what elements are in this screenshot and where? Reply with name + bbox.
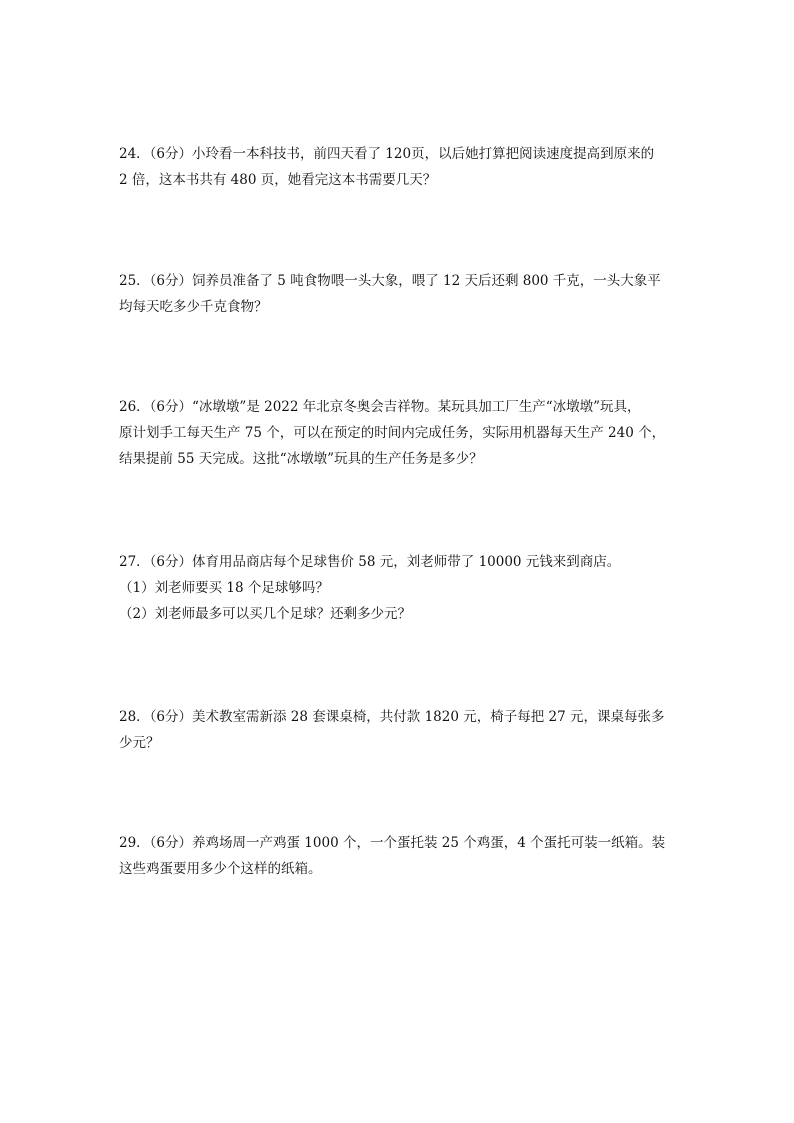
question-25-line-2: 均每天吃多少千克食物？ <box>119 299 268 315</box>
question-25-line-1: 25．（6分）饲养员准备了 5 吨食物喂一头大象，喂了 12 天后还剩 800 千克，一头大象平 <box>119 273 661 289</box>
question-27-subquestion-2: （2）刘老师最多可以买几个足球？还剩多少元？ <box>119 606 412 622</box>
question-28 <box>119 704 679 756</box>
question-24-line-2: 2 倍，这本书共有 480 页，她看完这本书需要几天？ <box>119 172 437 188</box>
question-26-line-1: 26．（6分）“冰墩墩”是 2022 年北京冬奥会吉祥物。某玩具加工厂生产“冰墩墩”玩具， <box>119 399 641 415</box>
question-27-subquestion-1: （1）刘老师要买 18 个足球够吗？ <box>119 580 329 596</box>
question-24 <box>119 141 679 193</box>
question-26-line-3: 结果提前 55 天完成。这批“冰墩墩”玩具的生产任务是多少？ <box>119 451 483 467</box>
question-25 <box>119 268 679 320</box>
question-27-line-1: 27．（6分）体育用品商店每个足球售价 58 元，刘老师带了 10000 元钱来到商店。 <box>119 554 621 570</box>
question-28-line-1: 28．（6分）美术教室需新添 28 套课桌椅，共付款 1820 元，椅子每把 27 元，课桌每张多 <box>119 709 665 725</box>
question-24-line-1: 24．（6分）小玲看一本科技书，前四天看了 120页，以后她打算把阅读速度提高到原来的 <box>119 146 655 162</box>
question-29-line-2: 这些鸡蛋要用多少个这样的纸箱。 <box>119 861 322 877</box>
question-26-line-2: 原计划手工每天生产 75 个，可以在预定的时间内完成任务，实际用机器每天生产 240 个， <box>119 425 666 441</box>
question-28-line-2: 少元？ <box>119 735 160 751</box>
question-29 <box>119 830 679 882</box>
question-26 <box>119 394 679 472</box>
question-27 <box>119 549 679 627</box>
question-29-line-1: 29．（6分）养鸡场周一产鸡蛋 1000 个，一个蛋托装 25 个鸡蛋，4 个蛋托可装一纸箱。装 <box>119 835 666 851</box>
